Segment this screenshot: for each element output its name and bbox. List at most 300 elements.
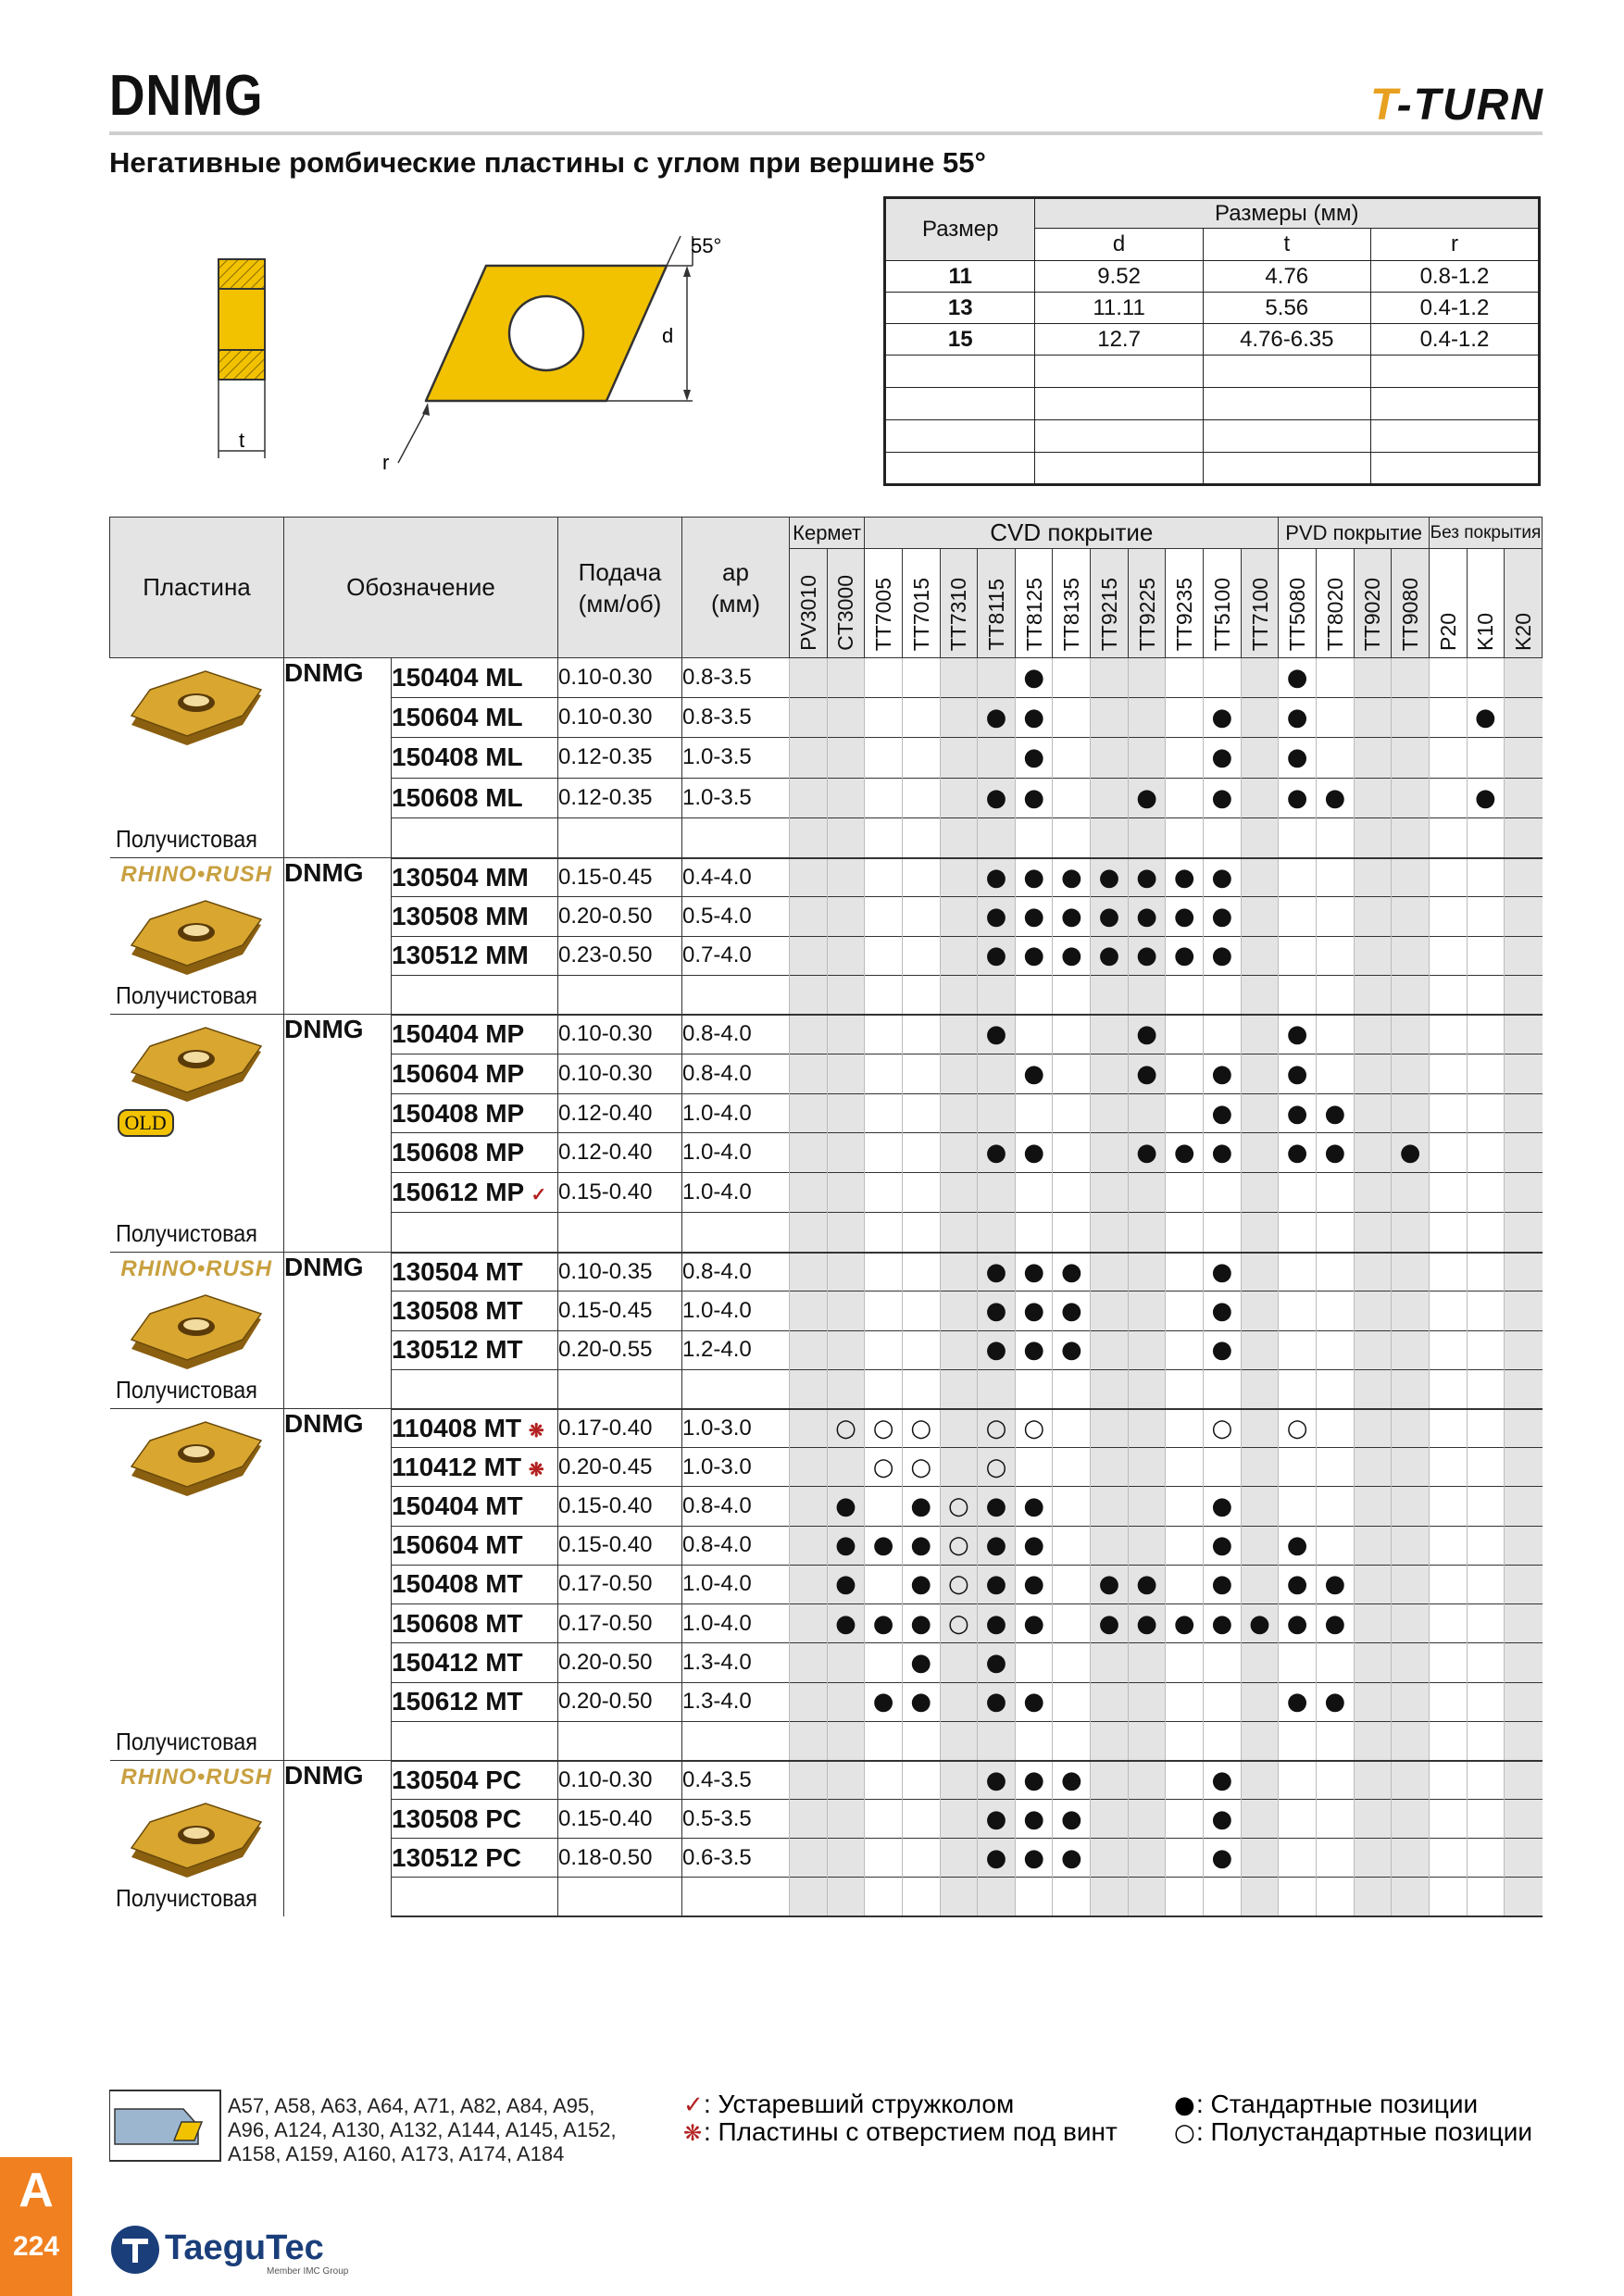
grade-cell: [1354, 858, 1392, 897]
table-row: [110, 1015, 1543, 1054]
grade-cell: [940, 817, 978, 857]
ap-value: [682, 817, 790, 857]
grade-cell: [827, 1839, 865, 1878]
grade-cell: [1316, 858, 1354, 897]
dims-cell-size: [885, 388, 1035, 420]
feed-value: 0.20-0.50: [558, 1643, 682, 1682]
feed-value: 0.10-0.30: [558, 1015, 682, 1054]
semi-standard-dot: ○: [1015, 1409, 1053, 1448]
grade-cell: [1505, 1487, 1543, 1526]
grade-tt7015: [902, 549, 940, 658]
grade-cell: [1354, 1878, 1392, 1916]
grade-cell: [1316, 1213, 1354, 1253]
standard-dot: ●: [827, 1604, 865, 1643]
grade-cell: [1505, 1292, 1543, 1330]
grade-cell: [902, 1761, 940, 1800]
standard-dot: ●: [1316, 1133, 1354, 1173]
grade-cell: [1166, 1253, 1204, 1292]
grade-cell: [1392, 698, 1430, 738]
grade-cell: [978, 817, 1016, 857]
insert-code[interactable]: [392, 698, 558, 738]
grade-cell: [978, 975, 1016, 1014]
grade-cell: [1091, 698, 1129, 738]
grade-cell: [1128, 1526, 1166, 1565]
grade-cell: [1467, 936, 1505, 975]
insert-type-label: Получистовая: [115, 981, 257, 1009]
standard-dot: ●: [1279, 1093, 1317, 1133]
grade-cell: [940, 738, 978, 778]
insert-code[interactable]: [392, 936, 558, 975]
standard-dot: ●: [978, 1292, 1016, 1330]
insert-type-label: Получистовая: [115, 1884, 257, 1912]
grade-cell: [1316, 1448, 1354, 1487]
code-text: 150612 MT: [392, 1687, 523, 1716]
grade-cell: [1429, 817, 1467, 857]
check-mark-symbol: ✓: [683, 2090, 704, 2118]
grade-cell: [1505, 817, 1543, 857]
feed-value: 0.10-0.30: [558, 698, 682, 738]
grade-cell: [940, 1054, 978, 1093]
grade-cell: [1166, 1682, 1204, 1721]
insert-code[interactable]: [392, 858, 558, 897]
grade-cell: [1204, 1878, 1242, 1916]
grade-cell: [1241, 1173, 1279, 1213]
insert-code[interactable]: [392, 1565, 558, 1603]
grade-cell: [902, 778, 940, 817]
insert-image: [122, 897, 270, 980]
standard-text: : Стандартные позиции: [1196, 2090, 1479, 2118]
ap-value: [682, 975, 790, 1014]
grade-cell: [827, 1292, 865, 1330]
grade-label: TT7005: [871, 577, 896, 651]
grade-cell: [1091, 1133, 1129, 1173]
grade-cell: [1429, 1409, 1467, 1448]
insert-picture-cell: [110, 1253, 284, 1409]
insert-code[interactable]: [392, 1054, 558, 1093]
standard-dot: ●: [865, 1526, 903, 1565]
feed-value: [558, 975, 682, 1014]
grade-cell: [865, 1487, 903, 1526]
header-rule: [109, 131, 1543, 135]
ap-value: 1.2-4.0: [682, 1330, 790, 1369]
grade-cell: [1015, 1721, 1053, 1760]
grade-cell: [1316, 1878, 1354, 1916]
grade-cell: [827, 658, 865, 698]
grade-cell: [1204, 1173, 1242, 1213]
grade-cell: [1467, 1839, 1505, 1878]
code-text: 110412 MT: [392, 1452, 522, 1481]
grade-label: P20: [1435, 613, 1460, 651]
standard-dot: ●: [1204, 1565, 1242, 1603]
standard-dot: ●: [1015, 1253, 1053, 1292]
standard-dot: ●: [1316, 1565, 1354, 1603]
grade-cell: [865, 1133, 903, 1173]
insert-code[interactable]: [392, 1604, 558, 1643]
grade-cell: [865, 1839, 903, 1878]
insert-code[interactable]: [392, 778, 558, 817]
standard-dot: ●: [1316, 1093, 1354, 1133]
dims-header-r: r: [1370, 229, 1539, 261]
grade-cell: [940, 1800, 978, 1839]
grade-cell: [1128, 1448, 1166, 1487]
feed-value: 0.15-0.40: [558, 1173, 682, 1213]
grade-cell: [827, 975, 865, 1014]
grade-cell: [1241, 1213, 1279, 1253]
code-text: 150408 MP: [392, 1098, 525, 1128]
insert-series: DNMG: [284, 658, 392, 858]
grade-label: TT7310: [946, 577, 971, 651]
grade-cell: [1354, 1565, 1392, 1603]
grade-tt8135: [1053, 549, 1091, 658]
insert-code[interactable]: [392, 1682, 558, 1721]
ap-value: 1.0-4.0: [682, 1093, 790, 1133]
insert-code[interactable]: [392, 1839, 558, 1878]
dims-cell-size: [885, 420, 1035, 453]
grade-cell: [1015, 1643, 1053, 1682]
grade-cell: [1467, 738, 1505, 778]
grade-cell: [1279, 1800, 1317, 1839]
grade-cell: [1053, 1448, 1091, 1487]
insert-code[interactable]: [392, 897, 558, 936]
standard-dot: ●: [1015, 1682, 1053, 1721]
grade-cell: [978, 738, 1016, 778]
grade-cell: [1204, 1015, 1242, 1054]
refs-line-2[interactable]: A96, A124, A130, A132, A144, A145, A152,: [228, 2118, 617, 2141]
grade-cell: [902, 1721, 940, 1760]
code-text: 130508 PC: [392, 1803, 522, 1833]
grade-cell: [790, 1409, 828, 1448]
grade-cell: [902, 817, 940, 857]
grade-cell: [1392, 1643, 1430, 1682]
dims-cell-d: [1035, 420, 1203, 453]
grade-cell: [1015, 975, 1053, 1014]
grade-cell: [1505, 698, 1543, 738]
grade-cell: [1279, 975, 1317, 1014]
standard-dot: ●: [1015, 1839, 1053, 1878]
grade-cell: [1392, 817, 1430, 857]
grade-cell: [1128, 1643, 1166, 1682]
insert-picture-cell: [110, 1761, 284, 1917]
dimensions-table: [883, 196, 1541, 486]
insert-code[interactable]: [392, 1133, 558, 1173]
insert-code[interactable]: [392, 1800, 558, 1839]
standard-dot: ●: [1015, 858, 1053, 897]
code-text: 130508 MM: [392, 901, 529, 930]
grade-cell: [1354, 1682, 1392, 1721]
standard-dot: ●: [1091, 1604, 1129, 1643]
legend: [109, 2089, 1543, 2163]
grade-cell: [1316, 1839, 1354, 1878]
company-name: TaeguTec: [165, 2228, 324, 2267]
grade-cell: [940, 936, 978, 975]
standard-dot: ●: [1015, 936, 1053, 975]
insert-drawing: [185, 218, 759, 486]
ap-value: 1.0-4.0: [682, 1133, 790, 1173]
insert-code[interactable]: [392, 1409, 558, 1448]
grade-cell: [1505, 1173, 1543, 1213]
grade-cell: [1354, 1213, 1392, 1253]
refs-line-3[interactable]: A158, A159, A160, A173, A174, A184: [228, 2142, 565, 2163]
grade-label: TT8125: [1021, 577, 1046, 651]
standard-dot: ●: [1015, 1487, 1053, 1526]
dims-cell-t: [1203, 453, 1370, 485]
dims-cell-t: 4.76-6.35: [1203, 324, 1370, 356]
grade-cell: [1279, 1761, 1317, 1800]
grade-tt9020: [1354, 549, 1392, 658]
grade-cell: [1128, 698, 1166, 738]
grade-cell: [1166, 1448, 1204, 1487]
grade-cell: [1429, 1604, 1467, 1643]
standard-dot: ●: [1316, 1682, 1354, 1721]
code-text: 130504 MT: [392, 1256, 523, 1286]
ap-value: [682, 1878, 790, 1916]
grade-cell: [1053, 778, 1091, 817]
insert-code[interactable]: [392, 658, 558, 698]
insert-picture-cell: [110, 658, 284, 858]
standard-dot: ●: [1467, 778, 1505, 817]
grade-cell: [1204, 975, 1242, 1014]
grade-cell: [1354, 1839, 1392, 1878]
grade-cell: [1354, 1487, 1392, 1526]
grade-cell: [940, 1015, 978, 1054]
insert-code[interactable]: [392, 975, 558, 1014]
grade-cell: [1279, 936, 1317, 975]
grade-cell: [827, 897, 865, 936]
grade-cell: [1392, 936, 1430, 975]
insert-code[interactable]: [392, 1526, 558, 1565]
standard-dot: ●: [1204, 1054, 1242, 1093]
dims-cell-size: 13: [885, 293, 1035, 324]
grade-cell: [1467, 1369, 1505, 1408]
insert-code[interactable]: [392, 1643, 558, 1682]
insert-code[interactable]: [392, 1878, 558, 1916]
standard-dot: ●: [1166, 1133, 1204, 1173]
insert-code[interactable]: [392, 1448, 558, 1487]
code-text: 130512 MM: [392, 941, 529, 970]
grade-cell: [902, 1015, 940, 1054]
standard-dot: ●: [1015, 1133, 1053, 1173]
ap-value: 0.7-4.0: [682, 936, 790, 975]
grade-cell: [1429, 858, 1467, 897]
semi-standard-dot: ○: [978, 1409, 1016, 1448]
grade-cell: [1354, 1054, 1392, 1093]
grade-cell: [902, 1878, 940, 1916]
grade-cell: [1354, 698, 1392, 738]
insert-code[interactable]: [392, 1213, 558, 1253]
grade-cell: [790, 975, 828, 1014]
insert-code[interactable]: [392, 1015, 558, 1054]
grade-cell: [1279, 1173, 1317, 1213]
standard-dot: ●: [1015, 1330, 1053, 1369]
grade-cell: [1467, 1565, 1505, 1603]
grade-cell: [1091, 1721, 1129, 1760]
grade-p20: [1429, 549, 1467, 658]
feed-value: 0.20-0.50: [558, 897, 682, 936]
standard-dot: ●: [1204, 1800, 1242, 1839]
grade-cell: [1467, 1878, 1505, 1916]
standard-dot: ●: [1128, 897, 1166, 936]
grade-cell: [1354, 1604, 1392, 1643]
insert-code[interactable]: [392, 1761, 558, 1800]
refs-line-1[interactable]: A57, A58, A63, A64, A71, A82, A84, A95,: [228, 2094, 595, 2117]
grade-cell: [978, 1054, 1016, 1093]
feed-label: Подача: [578, 557, 662, 586]
grade-cell: [827, 1369, 865, 1408]
feed-value: 0.15-0.45: [558, 858, 682, 897]
grade-cell: [1429, 1682, 1467, 1721]
code-text: 150404 MT: [392, 1491, 523, 1521]
grade-cell: [1166, 1800, 1204, 1839]
grade-cell: [1241, 1565, 1279, 1603]
header-code: Обозначение: [284, 518, 558, 658]
holder-icon: [109, 2090, 220, 2161]
grade-cell: [1316, 1173, 1354, 1213]
dims-cell-r: 0.8-1.2: [1370, 261, 1539, 293]
grade-cell: [1241, 778, 1279, 817]
feed-value: [558, 817, 682, 857]
standard-dot: ●: [978, 858, 1016, 897]
code-text: 150608 ML: [392, 782, 523, 812]
insert-code[interactable]: [392, 1330, 558, 1369]
grade-cell: [790, 1800, 828, 1839]
insert-code[interactable]: [392, 1487, 558, 1526]
grade-cell: [1467, 1330, 1505, 1369]
standard-dot: ●: [1279, 778, 1317, 817]
insert-code[interactable]: [392, 1721, 558, 1760]
feed-value: 0.12-0.35: [558, 778, 682, 817]
grade-cell: [1354, 1133, 1392, 1173]
standard-dot: ●: [1015, 658, 1053, 698]
insert-image: [122, 1292, 270, 1375]
grade-cell: [1241, 858, 1279, 897]
insert-code[interactable]: [392, 738, 558, 778]
grade-cell: [827, 1015, 865, 1054]
grade-cell: [1429, 1878, 1467, 1916]
semi-standard-dot: ○: [940, 1604, 978, 1643]
grade-cell: [1316, 1643, 1354, 1682]
grade-cell: [1429, 897, 1467, 936]
grade-cell: [1316, 1487, 1354, 1526]
ap-value: 0.4-4.0: [682, 858, 790, 897]
grade-cell: [978, 658, 1016, 698]
grade-cell: [865, 936, 903, 975]
grade-cell: [1354, 1643, 1392, 1682]
grade-cell: [865, 1761, 903, 1800]
standard-dot: ●: [1204, 1487, 1242, 1526]
grade-cell: [865, 1093, 903, 1133]
semi-standard-dot: ○: [902, 1409, 940, 1448]
dims-row: [885, 356, 1540, 388]
header-uncoated: Без покрытия: [1429, 518, 1542, 549]
grade-cell: [1128, 1093, 1166, 1133]
feed-value: 0.17-0.50: [558, 1604, 682, 1643]
grade-cell: [1128, 1173, 1166, 1213]
code-text: 130504 PC: [392, 1765, 522, 1794]
grade-cell: [1015, 817, 1053, 857]
standard-dot: ●: [978, 778, 1016, 817]
insert-picture-cell: [110, 1015, 284, 1253]
grade-cell: [1316, 1800, 1354, 1839]
grade-cell: [1505, 1800, 1543, 1839]
insert-picture-cell: [110, 858, 284, 1015]
grade-cell: [1204, 1369, 1242, 1408]
code-text: 150408 ML: [392, 742, 523, 772]
standard-dot: ●: [1204, 936, 1242, 975]
grade-cell: [902, 1800, 940, 1839]
insert-code[interactable]: [392, 1369, 558, 1408]
ap-value: 0.8-4.0: [682, 1015, 790, 1054]
grade-cell: [1241, 738, 1279, 778]
grade-cell: [1316, 817, 1354, 857]
grade-tt5100: [1204, 549, 1242, 658]
insert-code[interactable]: [392, 1093, 558, 1133]
grade-cell: [1467, 1253, 1505, 1292]
grade-cell: [865, 738, 903, 778]
dims-cell-r: 0.4-1.2: [1370, 293, 1539, 324]
grade-cell: [1091, 1878, 1129, 1916]
grade-cell: [940, 698, 978, 738]
grade-cell: [1467, 658, 1505, 698]
t-label: t: [239, 429, 245, 452]
standard-dot: ●: [827, 1565, 865, 1603]
feed-value: 0.17-0.50: [558, 1565, 682, 1603]
angle-label: 55°: [691, 234, 722, 257]
ap-value: 1.0-3.0: [682, 1409, 790, 1448]
grade-cell: [1241, 1409, 1279, 1448]
grade-cell: [940, 1761, 978, 1800]
insert-type-label: Получистовая: [115, 825, 257, 853]
dims-cell-r: [1370, 453, 1539, 485]
standard-dot: ●: [1015, 698, 1053, 738]
grade-cell: [1166, 1761, 1204, 1800]
grade-cell: [865, 1015, 903, 1054]
grade-cell: [1354, 778, 1392, 817]
grade-cell: [1429, 1369, 1467, 1408]
grade-cell: [827, 1682, 865, 1721]
grade-label: TT9235: [1172, 577, 1197, 651]
grade-cell: [1053, 1604, 1091, 1643]
insert-code[interactable]: [392, 817, 558, 857]
grade-cell: [1204, 1213, 1242, 1253]
grade-cell: [902, 1253, 940, 1292]
semi-standard-text: : Полустандартные позиции: [1196, 2117, 1533, 2146]
standard-dot: ●: [1279, 1565, 1317, 1603]
feed-value: 0.15-0.40: [558, 1800, 682, 1839]
feed-value: 0.20-0.50: [558, 1682, 682, 1721]
grade-cell: [1241, 1878, 1279, 1916]
grade-cell: [1392, 1015, 1430, 1054]
grade-cell: [1429, 738, 1467, 778]
grade-cell: [1279, 1487, 1317, 1526]
insert-code[interactable]: [392, 1292, 558, 1330]
grade-cell: [1128, 1682, 1166, 1721]
insert-code[interactable]: [392, 1253, 558, 1292]
grade-cell: [1279, 1213, 1317, 1253]
grade-cell: [1128, 1721, 1166, 1760]
standard-dot: ●: [1015, 738, 1053, 778]
grade-cell: [1053, 698, 1091, 738]
grade-cell: [1166, 738, 1204, 778]
insert-series: DNMG: [284, 1253, 392, 1409]
dims-cell-t: 5.56: [1203, 293, 1370, 324]
dims-cell-t: [1203, 388, 1370, 420]
grade-cell: [1015, 1093, 1053, 1133]
dims-cell-size: 11: [885, 261, 1035, 293]
grade-cell: [1354, 658, 1392, 698]
grade-tt5080: [1279, 549, 1317, 658]
grade-cell: [940, 1643, 978, 1682]
insert-code[interactable]: [392, 1173, 558, 1213]
